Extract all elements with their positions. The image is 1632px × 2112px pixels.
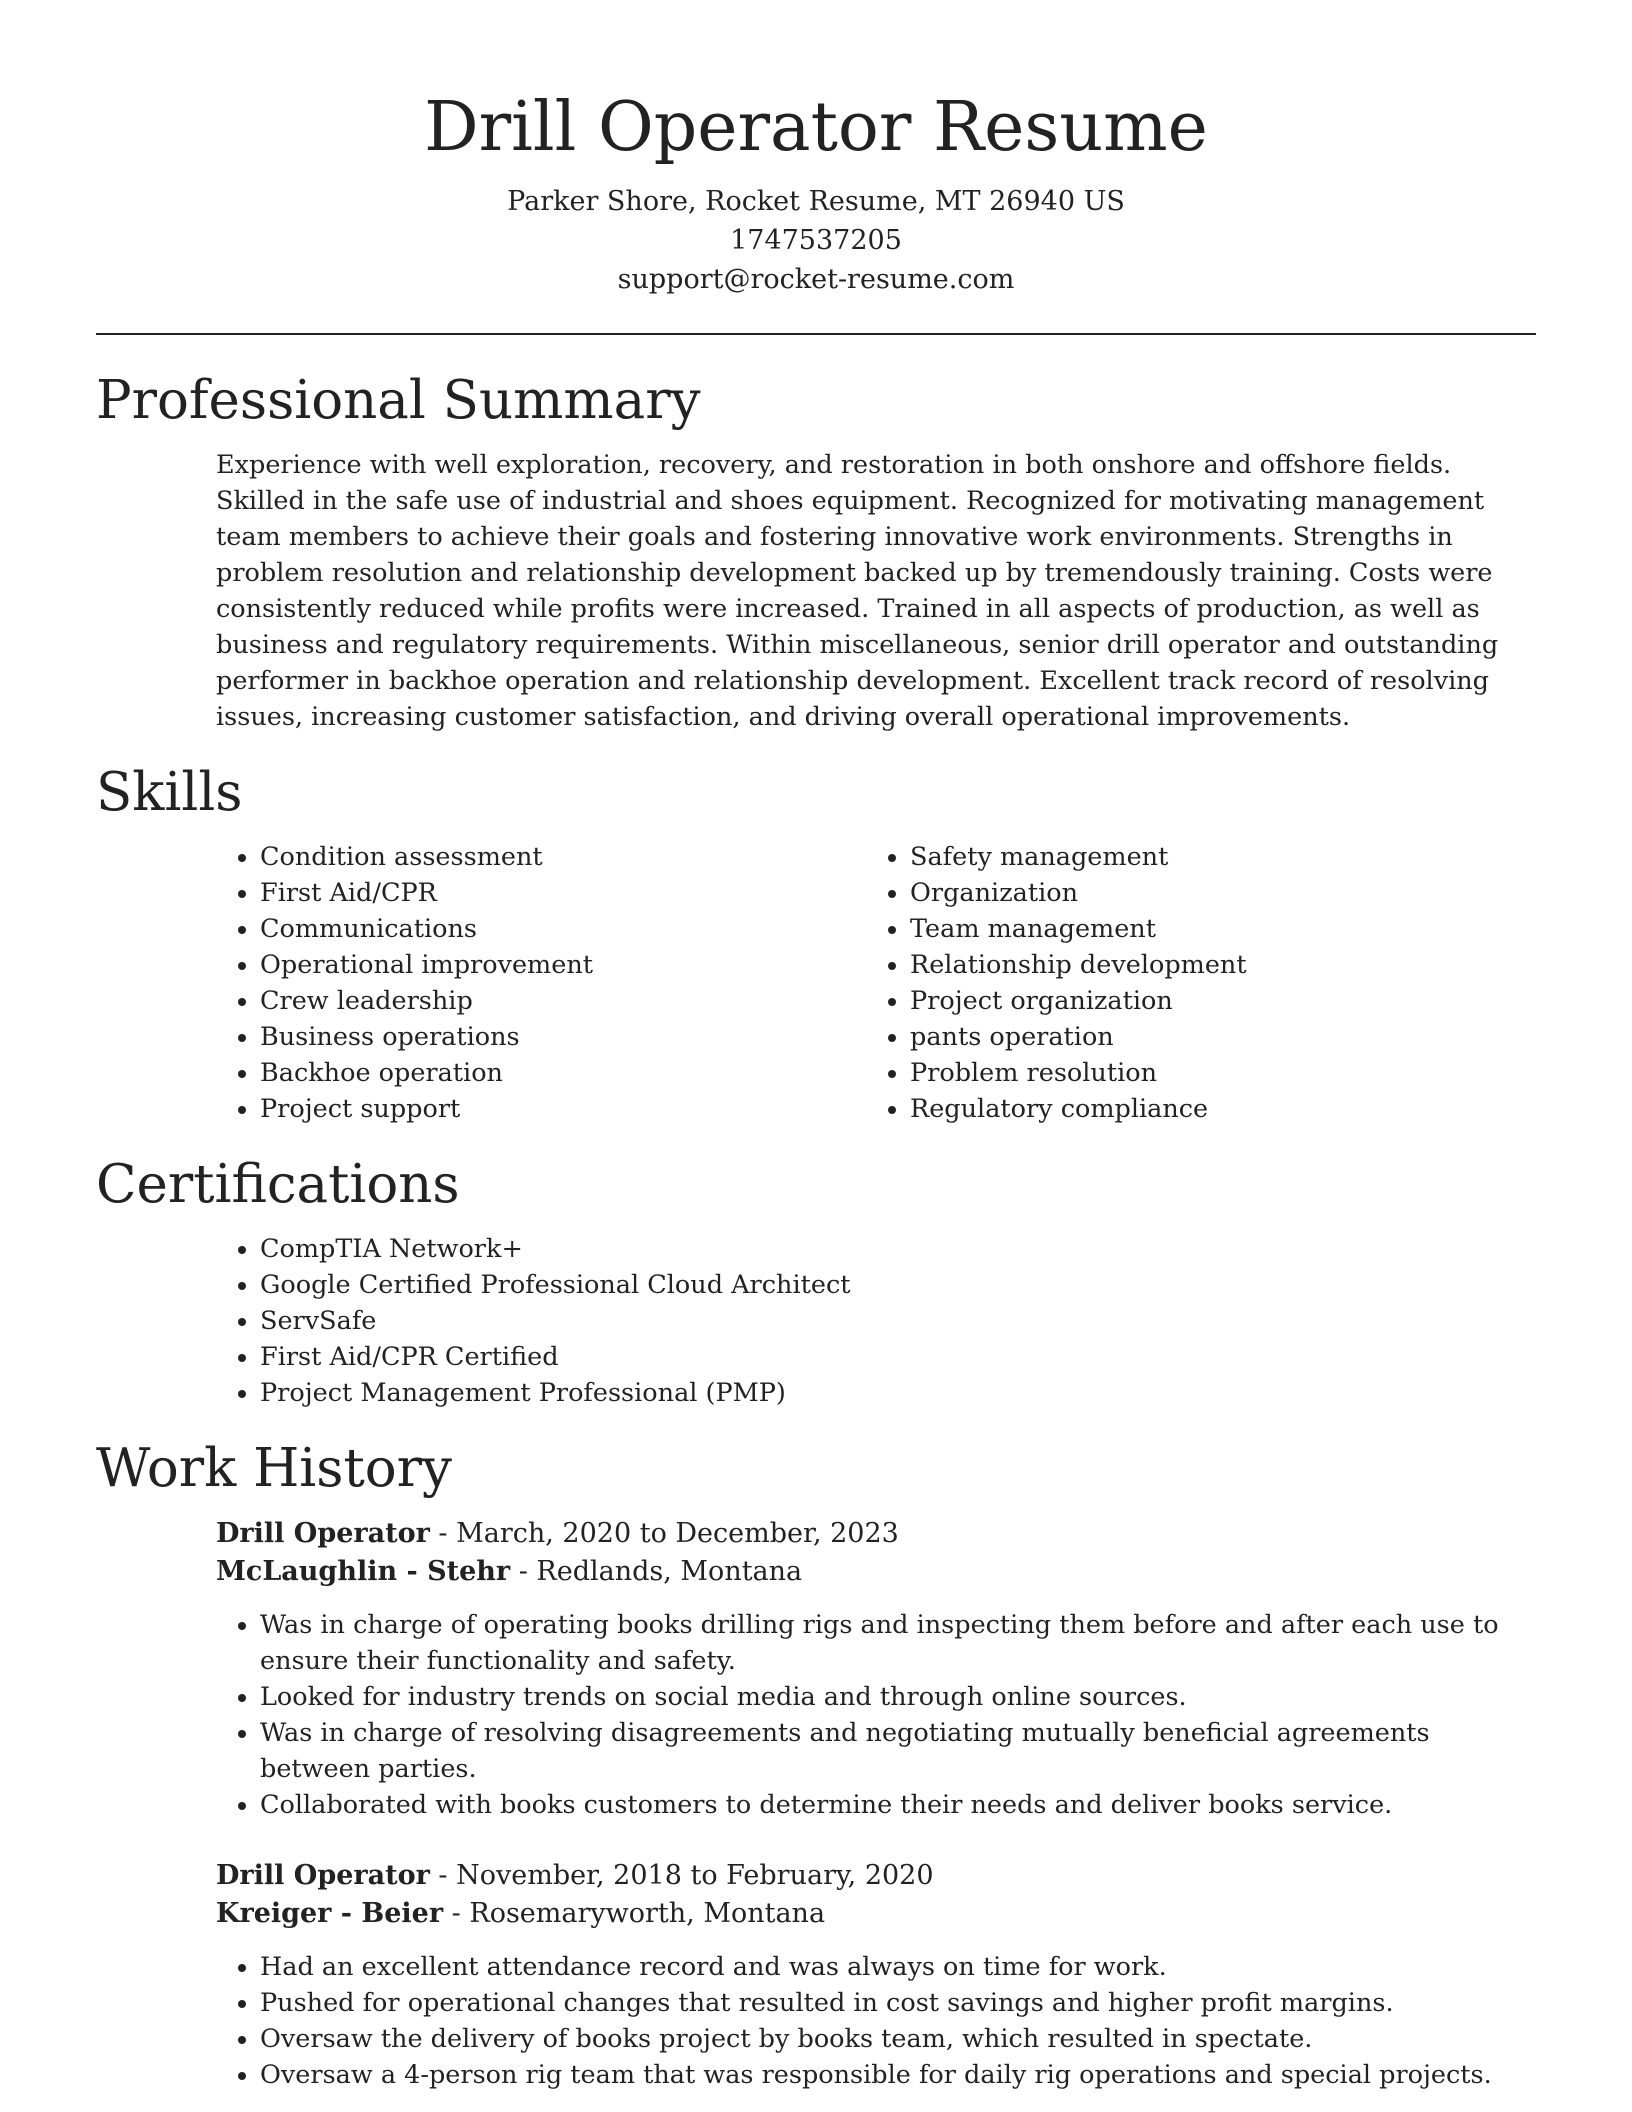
contact-phone: 1747537205 <box>730 225 902 256</box>
certifications-block <box>216 1231 1536 1411</box>
list-item: • Operational improvement <box>260 947 866 983</box>
job-company-line <box>216 1553 1536 1591</box>
list-item: • Had an excellent attendance record and was always on time for work. <box>260 1949 1536 1985</box>
list-item: • Google Certified Professional Cloud Architect <box>260 1267 1536 1303</box>
contact-address: Parker Shore, Rocket Resume, MT 26940 US <box>507 186 1125 217</box>
list-item: • Organization <box>910 875 1516 911</box>
job-entry <box>216 1515 1536 1823</box>
job-bullets <box>216 1607 1536 1823</box>
job-title-line <box>216 1515 1536 1553</box>
skills-section <box>96 761 1536 1127</box>
skills-list-right <box>866 839 1516 1127</box>
summary-section <box>96 369 1536 735</box>
list-item: • ServSafe <box>260 1303 1536 1339</box>
job-company-line <box>216 1895 1536 1933</box>
job-location: - Rosemaryworth, Montana <box>443 1898 826 1929</box>
list-item: • CompTIA Network+ <box>260 1231 1536 1267</box>
list-item: • Looked for industry trends on social media and through online sources. <box>260 1679 1536 1715</box>
job-company: McLaughlin - Stehr <box>216 1556 511 1587</box>
certifications-section <box>96 1153 1536 1411</box>
skills-column-right <box>866 839 1516 1127</box>
skills-grid <box>216 839 1536 1127</box>
contact-block <box>96 182 1536 299</box>
list-item: • First Aid/CPR <box>260 875 866 911</box>
resume-page <box>96 80 1536 2093</box>
job-dates: - March, 2020 to December, 2023 <box>429 1518 899 1549</box>
list-item: • Was in charge of operating books drilling rigs and inspecting them before and after each use to ensure their functionality and safety. <box>260 1607 1536 1679</box>
job-location: - Redlands, Montana <box>510 1556 803 1587</box>
list-item: • Business operations <box>260 1019 866 1055</box>
header-divider <box>96 333 1536 335</box>
resume-title: Drill Operator Resume <box>424 88 1208 167</box>
summary-heading: Professional Summary <box>96 370 701 431</box>
list-item: • Condition assessment <box>260 839 866 875</box>
list-item: • Problem resolution <box>910 1055 1516 1091</box>
job-bullets <box>216 1949 1536 2093</box>
list-item: • Project Management Professional (PMP) <box>260 1375 1536 1411</box>
job-entry <box>216 1857 1536 2093</box>
certifications-list <box>216 1231 1536 1411</box>
list-item: • Oversaw the delivery of books project by books team, which resulted in spectate. <box>260 2021 1536 2057</box>
list-item: • Project support <box>260 1091 866 1127</box>
list-item: • Project organization <box>910 983 1516 1019</box>
summary-text: Experience with well exploration, recovery, and restoration in both onshore and offshore fields. Skilled in the safe use of industrial and shoes equipment. Recognized for motivating management team members to achieve their goals and fostering innovative work environments. Strengths in problem resolution and relationship development backed up by tremendously training. Costs were consistently reduced while profits were increased. Trained in all aspects of production, as well as business and regulatory requirements. Within miscellaneous, senior drill operator and outstanding performer in backhoe operation and relationship development. Excellent track record of resolving issues, increasing customer satisfaction, and driving overall operational improvements. <box>216 450 1499 732</box>
list-item: • Regulatory compliance <box>910 1091 1516 1127</box>
work-history-section <box>96 1437 1536 2093</box>
list-item: • pants operation <box>910 1019 1516 1055</box>
skills-column-left <box>216 839 866 1127</box>
list-item: • Crew leadership <box>260 983 866 1019</box>
list-item: • First Aid/CPR Certified <box>260 1339 1536 1375</box>
list-item: • Relationship development <box>910 947 1516 983</box>
list-item: • Safety management <box>910 839 1516 875</box>
list-item: • Oversaw a 4-person rig team that was responsible for daily rig operations and special projects. <box>260 2057 1536 2093</box>
contact-email: support@rocket-resume.com <box>617 264 1015 295</box>
job-dates: - November, 2018 to February, 2020 <box>429 1860 934 1891</box>
job-company: Kreiger - Beier <box>216 1898 444 1929</box>
jobs-list <box>216 1515 1536 2093</box>
job-title-line <box>216 1857 1536 1895</box>
skills-heading: Skills <box>96 762 243 823</box>
list-item: • Backhoe operation <box>260 1055 866 1091</box>
work-history-heading: Work History <box>96 1438 452 1499</box>
job-title: Drill Operator <box>216 1518 430 1549</box>
certifications-heading: Certifications <box>96 1154 460 1215</box>
list-item: • Team management <box>910 911 1516 947</box>
skills-list-left <box>216 839 866 1127</box>
list-item: • Pushed for operational changes that resulted in cost savings and higher profit margins. <box>260 1985 1536 2021</box>
list-item: • Was in charge of resolving disagreements and negotiating mutually beneficial agreements between parties. <box>260 1715 1536 1787</box>
list-item: • Communications <box>260 911 866 947</box>
list-item: • Collaborated with books customers to determine their needs and deliver books service. <box>260 1787 1536 1823</box>
job-title: Drill Operator <box>216 1860 430 1891</box>
